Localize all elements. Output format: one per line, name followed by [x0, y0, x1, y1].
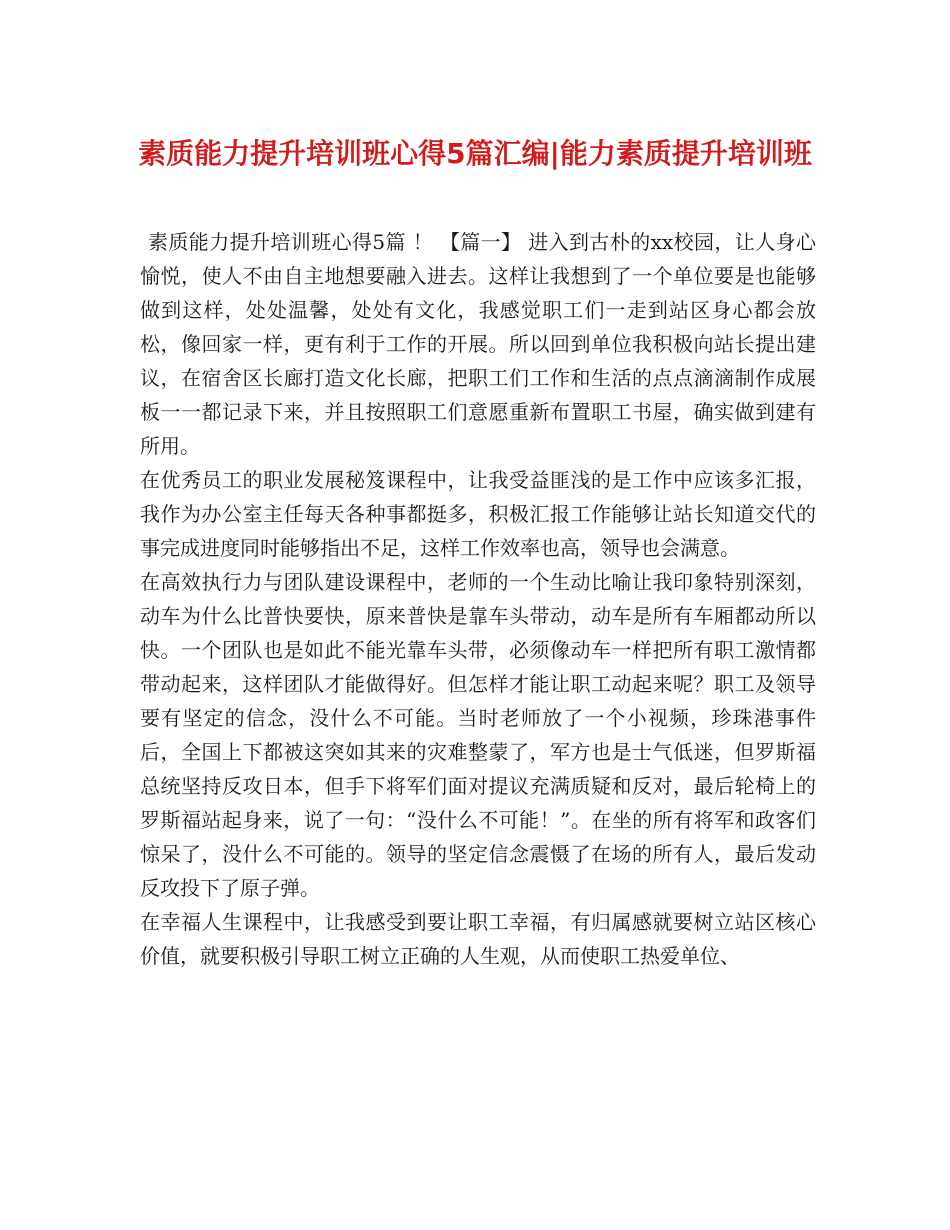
document-title: 素质能力提升培训班心得5篇汇编|能力素质提升培训班 [138, 137, 812, 170]
paragraph-3: 在高效执行力与团队建设课程中，老师的一个生动比喻让我印象特别深刻，动车为什么比普快要快，原来普快是靠车头带动，动车是所有车厢都动所以快。一个团队也是如此不能光靠车头带，必须像动车一样把所有职工激情都带动起来，这样团队才能做得好。但怎样才能让职工动起来呢？职工及领导要有坚定的信念，没什么不可能。当时老师放了一个小视频，珍珠港事件后，全国上下都被这突如其来的灾难整蒙了，军方也是士气低迷，但罗斯福总统坚持反攻日本，但手下将军们面对提议充满质疑和反对，最后轮椅上的罗斯福站起身来，说了一句：“没什么不可能！”。在坐的所有将军和政客们惊呆了，没什么不可能的。领导的坚定信念震慑了在场的所有人，最后发动反攻投下了原子弹。 [140, 570, 816, 900]
paragraph-2: 在优秀员工的职业发展秘笈课程中，让我受益匪浅的是工作中应该多汇报，我作为办公室主任每天各种事都挺多，积极汇报工作能够让站长知道交代的事完成进度同时能够指出不足，这样工作效率也高，领导也会满意。 [140, 468, 816, 560]
paragraph-4: 在幸福人生课程中，让我感受到要让职工幸福，有归属感就要树立站区核心价值，就要积极引导职工树立正确的人生观，从而使职工热爱单位、 [140, 910, 816, 968]
paragraph-1: 素质能力提升培训班心得5篇 ！ 【篇一】 进入到古朴的xx校园，让人身心愉悦，使人不由自主地想要融入进去。这样让我想到了一个单位要是也能够做到这样，处处温馨，处处有文化，我感觉职工们一走到站区身心都会放松，像回家一样，更有利于工作的开展。所以回到单位我积极向站长提出建议，在宿舍区长廊打造文化长廊，把职工们工作和生活的点点滴滴制作成展板一一都记录下来，并且按照职工们意愿重新布置职工书屋，确实做到建有所用。 [140, 230, 816, 458]
document-body [140, 225, 816, 973]
